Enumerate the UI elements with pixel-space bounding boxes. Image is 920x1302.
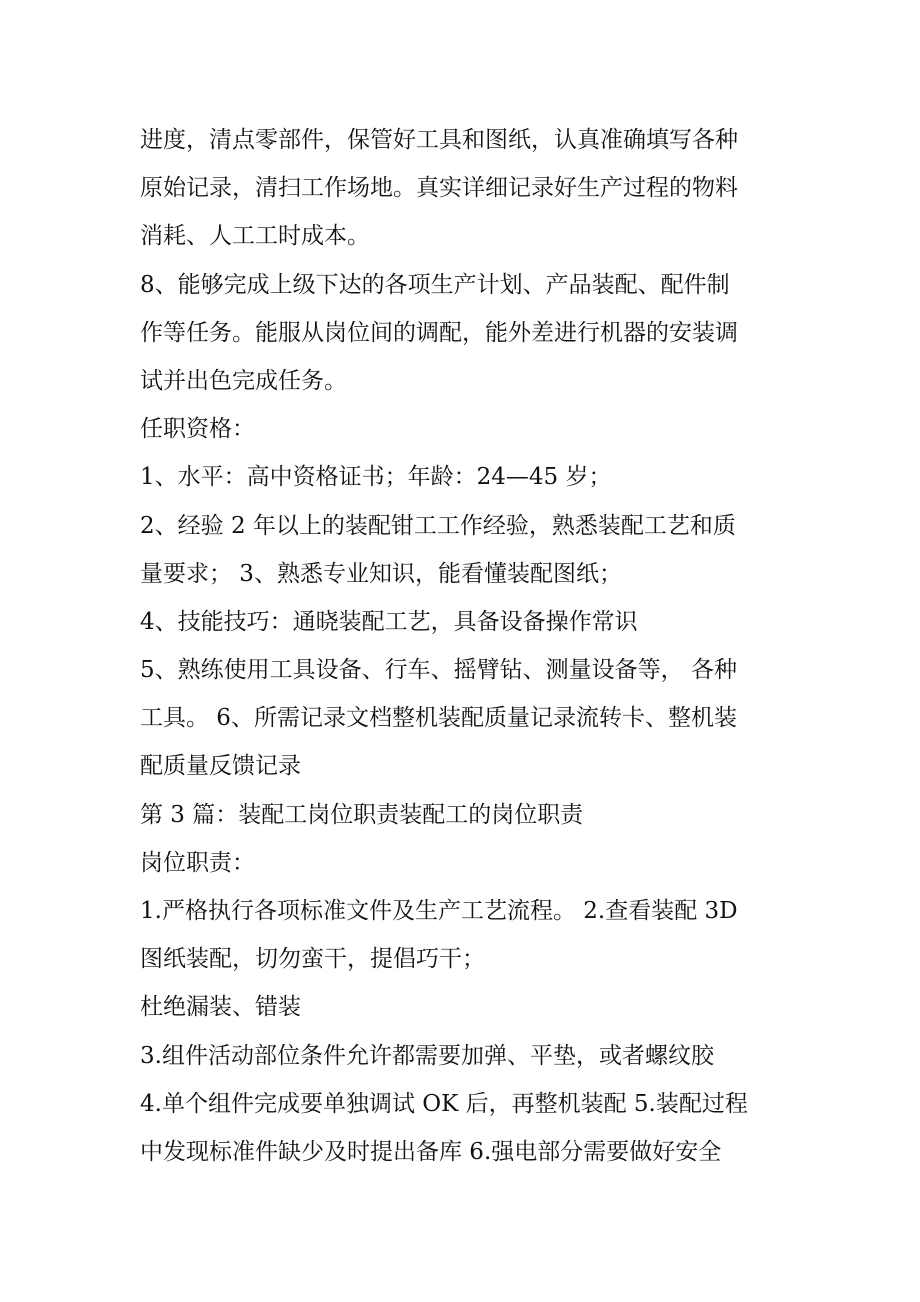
text-line: 1、水平：高中资格证书；年龄：24—45 岁； (140, 464, 612, 491)
text-line: 4、技能技巧：通晓装配工艺，具备设备操作常识 (140, 608, 638, 635)
text-line: 量要求； 3、熟悉专业知识，能看懂装配图纸； (140, 560, 622, 587)
text-line: 配质量反馈记录 (140, 753, 301, 780)
text-line: 8、能够完成上级下达的各项生产计划、产品装配、配件制 (140, 271, 730, 298)
document-body (140, 116, 785, 1176)
text-line: 2、经验 2 年以上的装配钳工工作经验，熟悉装配工艺和质 (140, 512, 736, 539)
text-line: 消耗、人工工时成本。 (140, 223, 370, 250)
text-line: 作等任务。能服从岗位间的调配，能外差进行机器的安装调 (140, 319, 738, 346)
text-line: 3.组件活动部位条件允许都需要加弹、平垫，或者螺纹胶 (140, 1042, 714, 1069)
section-heading: 岗位职责： (140, 849, 255, 876)
text-line: 1.严格执行各项标准文件及生产工艺流程。 2.查看装配 3D (140, 898, 738, 924)
text-line: 工具。 6、所需记录文档整机装配质量记录流转卡、整机装 (140, 705, 737, 732)
text-line: 图纸装配，切勿蛮干，提倡巧干； (140, 946, 485, 973)
text-line: 原始记录，清扫工作场地。真实详细记录好生产过程的物料 (140, 175, 738, 202)
text-line: 杜绝漏装、错装 (140, 994, 301, 1021)
text-line: 试并出色完成任务。 (140, 367, 347, 394)
text-line: 中发现标准件缺少及时提出备库 6.强电部分需要做好安全 (140, 1138, 722, 1165)
chapter-title: 第 3 篇：装配工岗位职责装配工的岗位职责 (140, 801, 584, 828)
text-line: 5、熟练使用工具设备、行车、摇臂钻、测量设备等， 各种 (140, 657, 737, 684)
text-line: 4.单个组件完成要单独调试 OK 后，再整机装配 5.装配过程 (140, 1090, 748, 1117)
text-line: 进度，清点零部件，保管好工具和图纸，认真准确填写各种 (140, 127, 738, 153)
section-heading: 任职资格： (140, 416, 255, 443)
